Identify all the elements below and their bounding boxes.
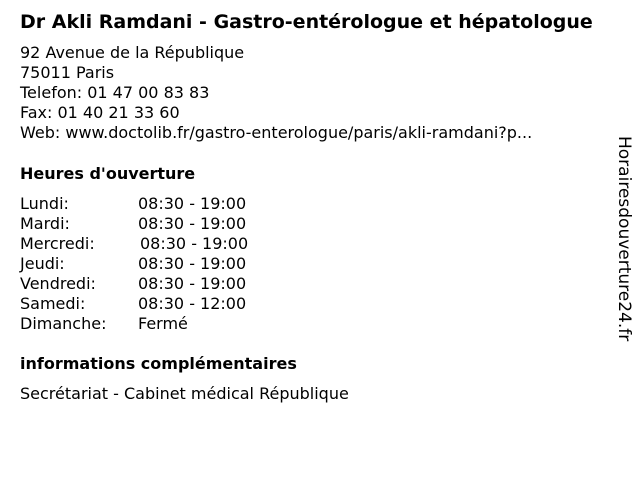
- page-title: Dr Akli Ramdani - Gastro-entérologue et hépatologue: [20, 11, 593, 33]
- time-value: 08:30 - 19:00: [138, 194, 247, 213]
- fax-number: Fax: 01 40 21 33 60: [20, 103, 180, 122]
- time-value: 08:30 - 19:00: [138, 274, 247, 293]
- hours-heading: Heures d'ouverture: [20, 164, 196, 183]
- time-value: 08:30 - 19:00: [138, 254, 247, 273]
- contact-block: [20, 43, 532, 143]
- hours-row-wednesday: [20, 234, 248, 254]
- watermark: [611, 136, 637, 376]
- info-heading: informations complémentaires: [20, 354, 297, 373]
- day-label: Dimanche:: [20, 314, 107, 333]
- hours-table: [20, 194, 248, 334]
- hours-row-tuesday: [20, 214, 248, 234]
- day-label: Samedi:: [20, 294, 86, 313]
- hours-row-friday: [20, 274, 248, 294]
- time-value: 08:30 - 12:00: [138, 294, 247, 313]
- time-value: Fermé: [138, 314, 188, 333]
- hours-row-thursday: [20, 254, 248, 274]
- info-text: Secrétariat - Cabinet médical République: [20, 384, 349, 403]
- day-label: Lundi:: [20, 194, 69, 213]
- time-value: 08:30 - 19:00: [140, 234, 249, 253]
- watermark-text: Horairesdouverture24.fr: [614, 136, 634, 342]
- phone-number: Telefon: 01 47 00 83 83: [20, 83, 210, 102]
- day-label: Jeudi:: [20, 254, 65, 273]
- hours-row-sunday: [20, 314, 248, 334]
- website-link[interactable]: Web: www.doctolib.fr/gastro-enterologue/paris/akli-ramdani?p...: [20, 123, 533, 142]
- time-value: 08:30 - 19:00: [138, 214, 247, 233]
- day-label: Mercredi:: [20, 234, 95, 253]
- day-label: Mardi:: [20, 214, 70, 233]
- hours-row-monday: [20, 194, 248, 214]
- hours-row-saturday: [20, 294, 248, 314]
- address-line-street: 92 Avenue de la République: [20, 43, 245, 62]
- address-line-city: 75011 Paris: [20, 63, 115, 82]
- day-label: Vendredi:: [20, 274, 96, 293]
